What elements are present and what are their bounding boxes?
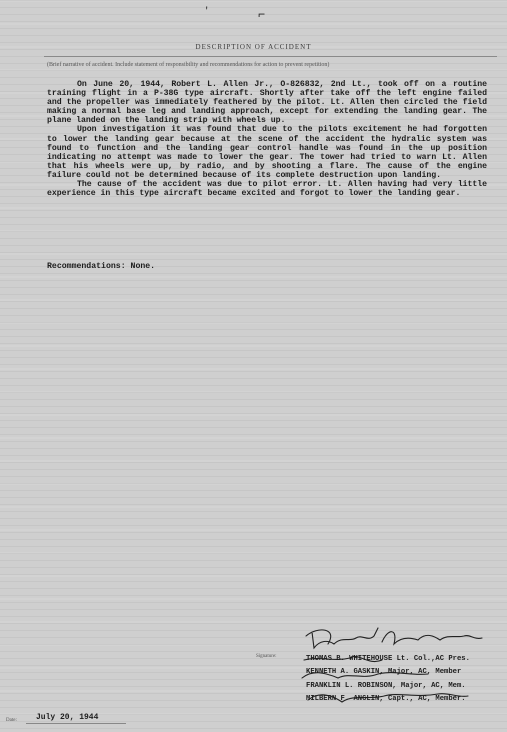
ink-mark: ⌐ <box>258 8 266 22</box>
signature-label: Signature: <box>256 654 277 659</box>
recommendations: Recommendations: None. <box>47 262 156 271</box>
form-instructions: (Brief narrative of accident. Include statement of responsibility and recommendations for action to prevent repetition) <box>47 62 330 68</box>
signature-block <box>306 653 502 706</box>
narrative-paragraph: On June 20, 1944, Robert L. Allen Jr., O-826832, 2nd Lt., took off on a routine training flight in a P-38G type aircraft. Shortly after take off the left engine failed and the propeller was immediately feathered by the pilot. Lt. Allen then circled the field making a normal base leg and landing approach, except for extending the landing gear. The plane landed on the landing strip with wheels up. <box>47 80 487 126</box>
date-value: July 20, 1944 <box>36 713 99 722</box>
narrative-paragraph: The cause of the accident was due to pilot error. Lt. Allen having had very little experience in this type aircraft became excited and forgot to lower the landing gear. <box>47 180 487 199</box>
date-label: Date: <box>6 718 17 723</box>
ink-mark: ' <box>204 6 210 16</box>
signature-line: KENNETH A. GASKIN, Major, AC, Member <box>306 668 462 677</box>
narrative-paragraph: Upon investigation it was found that due to the pilots excitement he had forgotten to lower the landing gear because at the scene of the accident the hydralic system was found to function and the landing gear control handle was found in the up position indicating no attempt was made to lower the gear. The tower had tried to warn Lt. Allen that his wheels were up, by radio, and by shooting a flare. The cause of the engine failure could not be determined because of its complete destruction upon landing. <box>47 125 487 180</box>
accident-narrative <box>47 80 487 198</box>
date-underline <box>26 723 126 724</box>
signature-line: MILBERN F. ANGLIN, Capt., AC, Member. <box>306 694 466 703</box>
divider <box>44 56 497 57</box>
signature-line: FRANKLIN L. ROBINSON, Major, AC, Mem. <box>306 681 466 690</box>
page-title: DESCRIPTION OF ACCIDENT <box>195 43 312 51</box>
signature-line: THOMAS B. WHITEHOUSE Lt. Col.,AC Pres. <box>306 655 470 663</box>
